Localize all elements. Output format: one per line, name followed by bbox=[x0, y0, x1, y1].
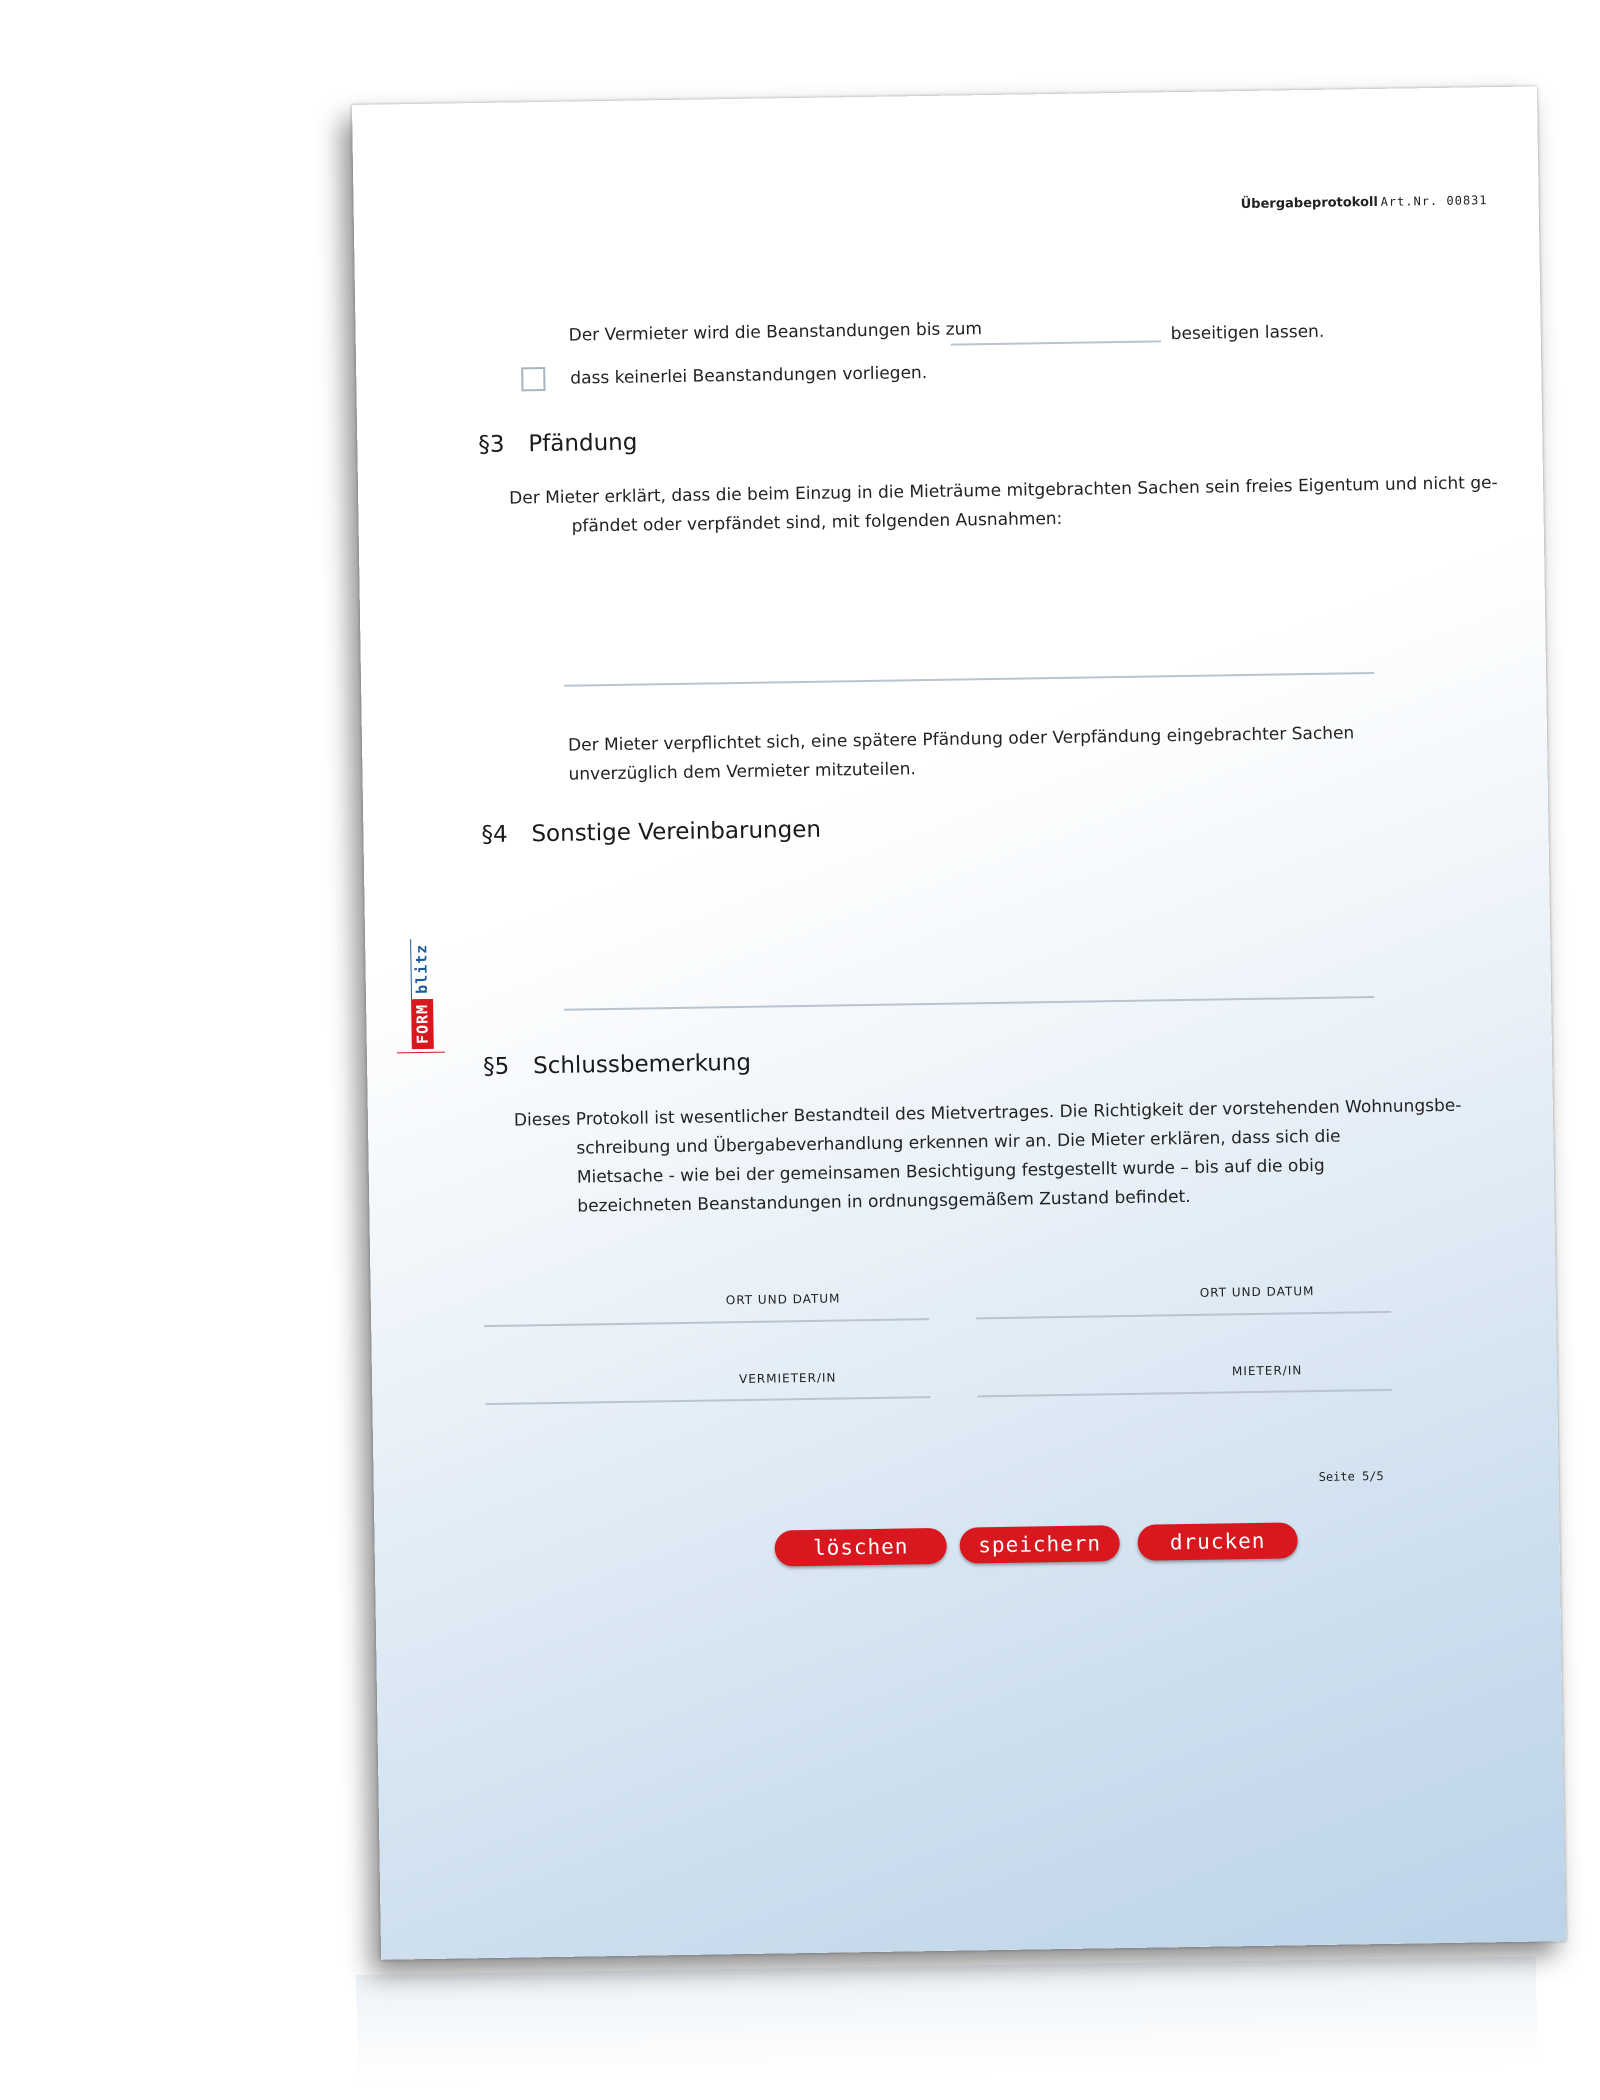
section-5-text-rest: schreibung und Übergabeverhandlung erkennen wir an. Die Mieter erklären, dass sich die Mietsache - wie bei der gemeinsamen Besichtigung festgestellt wurde – bis auf die obig bezeichneten Beanstandungen in ordnungsgemäßem Zustand befindet. bbox=[576, 1126, 1341, 1217]
left-place-date-label: ORT UND DATUM bbox=[725, 1291, 841, 1308]
no-defects-checkbox[interactable] bbox=[521, 367, 545, 391]
section-5-title: Schlussbemerkung bbox=[532, 1049, 752, 1080]
tenant-signature-field[interactable] bbox=[977, 1389, 1392, 1398]
pledge-exceptions-field[interactable] bbox=[564, 672, 1374, 687]
deadline-date-field[interactable] bbox=[951, 340, 1161, 345]
section-4-heading bbox=[481, 817, 821, 848]
section-5-number: §5 bbox=[482, 1053, 510, 1081]
section-3-intro-line-2: pfändet oder verpfändet sind, mit folgenden Ausnahmen: bbox=[571, 508, 1063, 537]
right-place-date-label: ORT UND DATUM bbox=[1199, 1284, 1315, 1300]
page-reflection bbox=[356, 1956, 1538, 2085]
section-3-intro-line-1: Der Mieter erklärt, dass die beim Einzug in die Mieträume mitgebrachten Sachen sein freies Eigentum und nicht ge- bbox=[509, 473, 1498, 509]
print-button[interactable]: drucken bbox=[1137, 1522, 1298, 1561]
logo-blitz: blitz bbox=[410, 939, 433, 999]
left-place-date-field[interactable] bbox=[484, 1318, 929, 1327]
section-3-obligation: Der Mieter verpflichtet sich, eine spätere Pfändung oder Verpfändung eingebrachter Sachen unverzüglich dem Vermieter mitzuteilen. bbox=[567, 723, 1355, 785]
section-4-title: Sonstige Vereinbarungen bbox=[531, 816, 822, 848]
right-place-date-field[interactable] bbox=[976, 1311, 1391, 1320]
page-number: Seite 5/5 bbox=[1318, 1468, 1384, 1484]
section-3-heading bbox=[478, 430, 637, 458]
section-3-number: §3 bbox=[478, 431, 505, 459]
save-button[interactable]: speichern bbox=[959, 1525, 1120, 1564]
landlord-signature-label: VERMIETER/IN bbox=[738, 1370, 837, 1387]
document-title: Übergabeprotokoll bbox=[1240, 194, 1379, 213]
section-5-text bbox=[513, 1093, 1462, 1223]
section-5-heading bbox=[483, 1050, 751, 1080]
deadline-suffix: beseitigen lassen. bbox=[1170, 321, 1325, 345]
formblitz-logo bbox=[410, 903, 434, 1049]
other-agreements-field[interactable] bbox=[564, 996, 1374, 1011]
section-4-number: §4 bbox=[481, 821, 508, 849]
section-5-text-line-1: Dieses Protokoll ist wesentlicher Bestandteil des Mietvertrages. Die Richtigkeit der vorstehenden Wohnungsbe- bbox=[513, 1095, 1462, 1131]
section-3-intro bbox=[509, 471, 1498, 543]
no-defects-label: dass keinerlei Beanstandungen vorliegen. bbox=[570, 363, 928, 389]
delete-button[interactable]: löschen bbox=[774, 1528, 947, 1567]
document-page bbox=[352, 86, 1566, 1959]
tenant-signature-label: MIETER/IN bbox=[1231, 1363, 1303, 1379]
deadline-prefix: Der Vermieter wird die Beanstandungen bis zum bbox=[568, 319, 983, 346]
logo-form: FORM bbox=[411, 999, 434, 1049]
article-number: Art.Nr. 00831 bbox=[1380, 193, 1488, 209]
landlord-signature-field[interactable] bbox=[485, 1396, 930, 1405]
logo-accent-line bbox=[397, 1052, 445, 1054]
section-3-title: Pfändung bbox=[528, 429, 638, 458]
